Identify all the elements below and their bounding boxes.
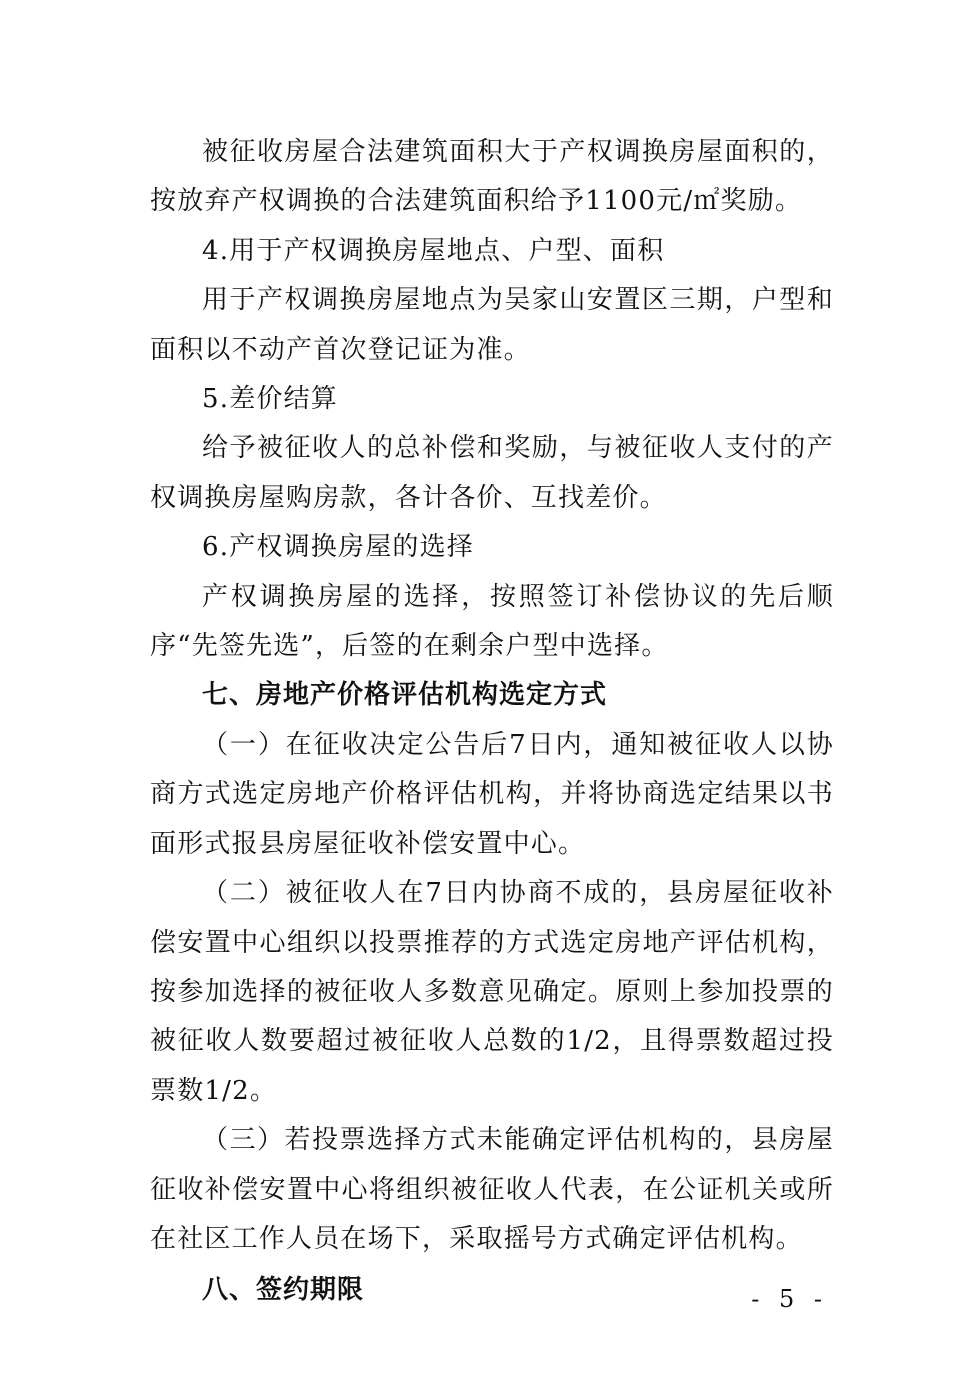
subheading-price-difference: 5.差价结算 xyxy=(202,384,339,415)
subheading-location-type-area: 4.用于产权调换房屋地点、户型、面积 xyxy=(202,235,665,266)
page-number: - 5 - xyxy=(751,1285,828,1313)
section-heading-appraisal: 七、房地产价格评估机构选定方式 xyxy=(202,680,608,711)
paragraph-selection: 产权调换房屋的选择，按照签订补偿协议的先后顺序“先签先选”，后签的在剩余户型中选择。 xyxy=(150,581,834,662)
paragraph-appraisal-1: （一）在征收决定公告后7日内，通知被征收人以协商方式选定房地产价格评估机构，并将协商选定结果以书面形式报县房屋征收补偿安置中心。 xyxy=(150,729,834,859)
paragraph-appraisal-3: （三）若投票选择方式未能确定评估机构的，县房屋征收补偿安置中心将组织被征收人代表，在公证机关或所在社区工作人员在场下，采取摇号方式确定评估机构。 xyxy=(150,1125,834,1254)
document-body xyxy=(150,128,834,1316)
section-heading-signing-period: 八、签约期限 xyxy=(202,1275,365,1306)
paragraph-location: 用于产权调换房屋地点为吴家山安置区三期，户型和面积以不动产首次登记证为准。 xyxy=(150,285,834,365)
subheading-selection: 6.产权调换房屋的选择 xyxy=(202,532,475,563)
paragraph-appraisal-2: （二）被征收人在7日内协商不成的，县房屋征收补偿安置中心组织以投票推荐的方式选定房地产评估机构，按参加选择的被征收人多数意见确定。原则上参加投票的被征收人数要超过被征收人总数的1/2，且得票数超过投票数1/2。 xyxy=(150,878,834,1106)
paragraph-reward: 被征收房屋合法建筑面积大于产权调换房屋面积的，按放弃产权调换的合法建筑面积给予1100元/㎡奖励。 xyxy=(150,137,834,217)
paragraph-price-difference: 给予被征收人的总补偿和奖励，与被征收人支付的产权调换房屋购房款，各计各价、互找差价。 xyxy=(150,433,834,513)
